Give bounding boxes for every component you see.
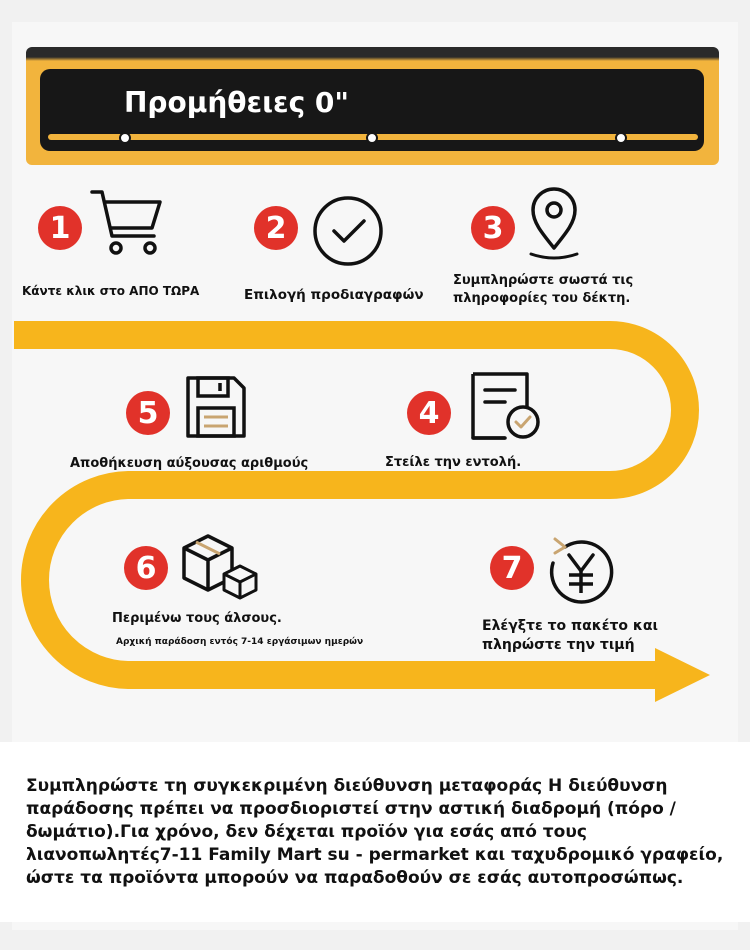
step-label: Κάντε κλικ στο ΑΠΟ ΤΩΡΑ	[22, 284, 200, 298]
page-title: Προμήθειες 0"	[124, 86, 349, 119]
step-number-badge: 3	[471, 206, 515, 250]
step-label: Αποθήκευση αύξουσας αριθμούς	[70, 456, 309, 471]
step-number-badge: 4	[407, 391, 451, 435]
delivery-note	[26, 775, 726, 890]
step-number-badge: 1	[38, 206, 82, 250]
step-label: Επιλογή προδιαγραφών	[244, 287, 424, 303]
step-label-line: πληροφορίες του δέκτη.	[453, 291, 631, 306]
step-sublabel: Αρχική παράδοση εντός 7-14 εργάσιμων ημερών	[116, 637, 364, 647]
document-check-icon	[465, 368, 545, 444]
yen-refresh-icon	[543, 533, 619, 609]
location-pin-icon	[523, 186, 585, 262]
step-label: Περιμένω τους άλσους.	[112, 611, 282, 626]
note-line: ώστε τα προϊόντα μπορούν να παραδοθούν σε εσάς αυτοπροσώπως.	[26, 868, 684, 888]
shopping-cart-icon	[88, 188, 168, 260]
step-label: Στείλε την εντολή.	[385, 455, 522, 470]
step-label-line: Ελέγξτε το πακέτο και	[482, 618, 658, 634]
step-number-badge: 5	[126, 391, 170, 435]
step-number-badge: 7	[490, 546, 534, 590]
floppy-disk-icon	[182, 372, 250, 442]
step-label-line: πληρώστε την τιμή	[482, 637, 635, 653]
package-boxes-icon	[180, 530, 260, 602]
note-line: Συμπληρώστε τη συγκεκριμένη διεύθυνση μεταφοράς Η διεύθυνση	[26, 776, 668, 796]
check-circle-icon	[310, 193, 386, 269]
step-number-badge: 2	[254, 206, 298, 250]
note-line: δωμάτιο).Για χρόνο, δεν δέχεται προϊόν για εσάς από τους	[26, 822, 587, 842]
note-line: λιανοπωλητές7-11 Family Mart su - permarket και ταχυδρομικό γραφείο,	[26, 845, 724, 865]
step-label-line: Συμπληρώστε σωστά τις	[453, 273, 634, 288]
note-line: παράδοσης πρέπει να προσδιοριστεί στην αστική διαδρομή (πόρο /	[26, 799, 676, 819]
step-number-badge: 6	[124, 546, 168, 590]
